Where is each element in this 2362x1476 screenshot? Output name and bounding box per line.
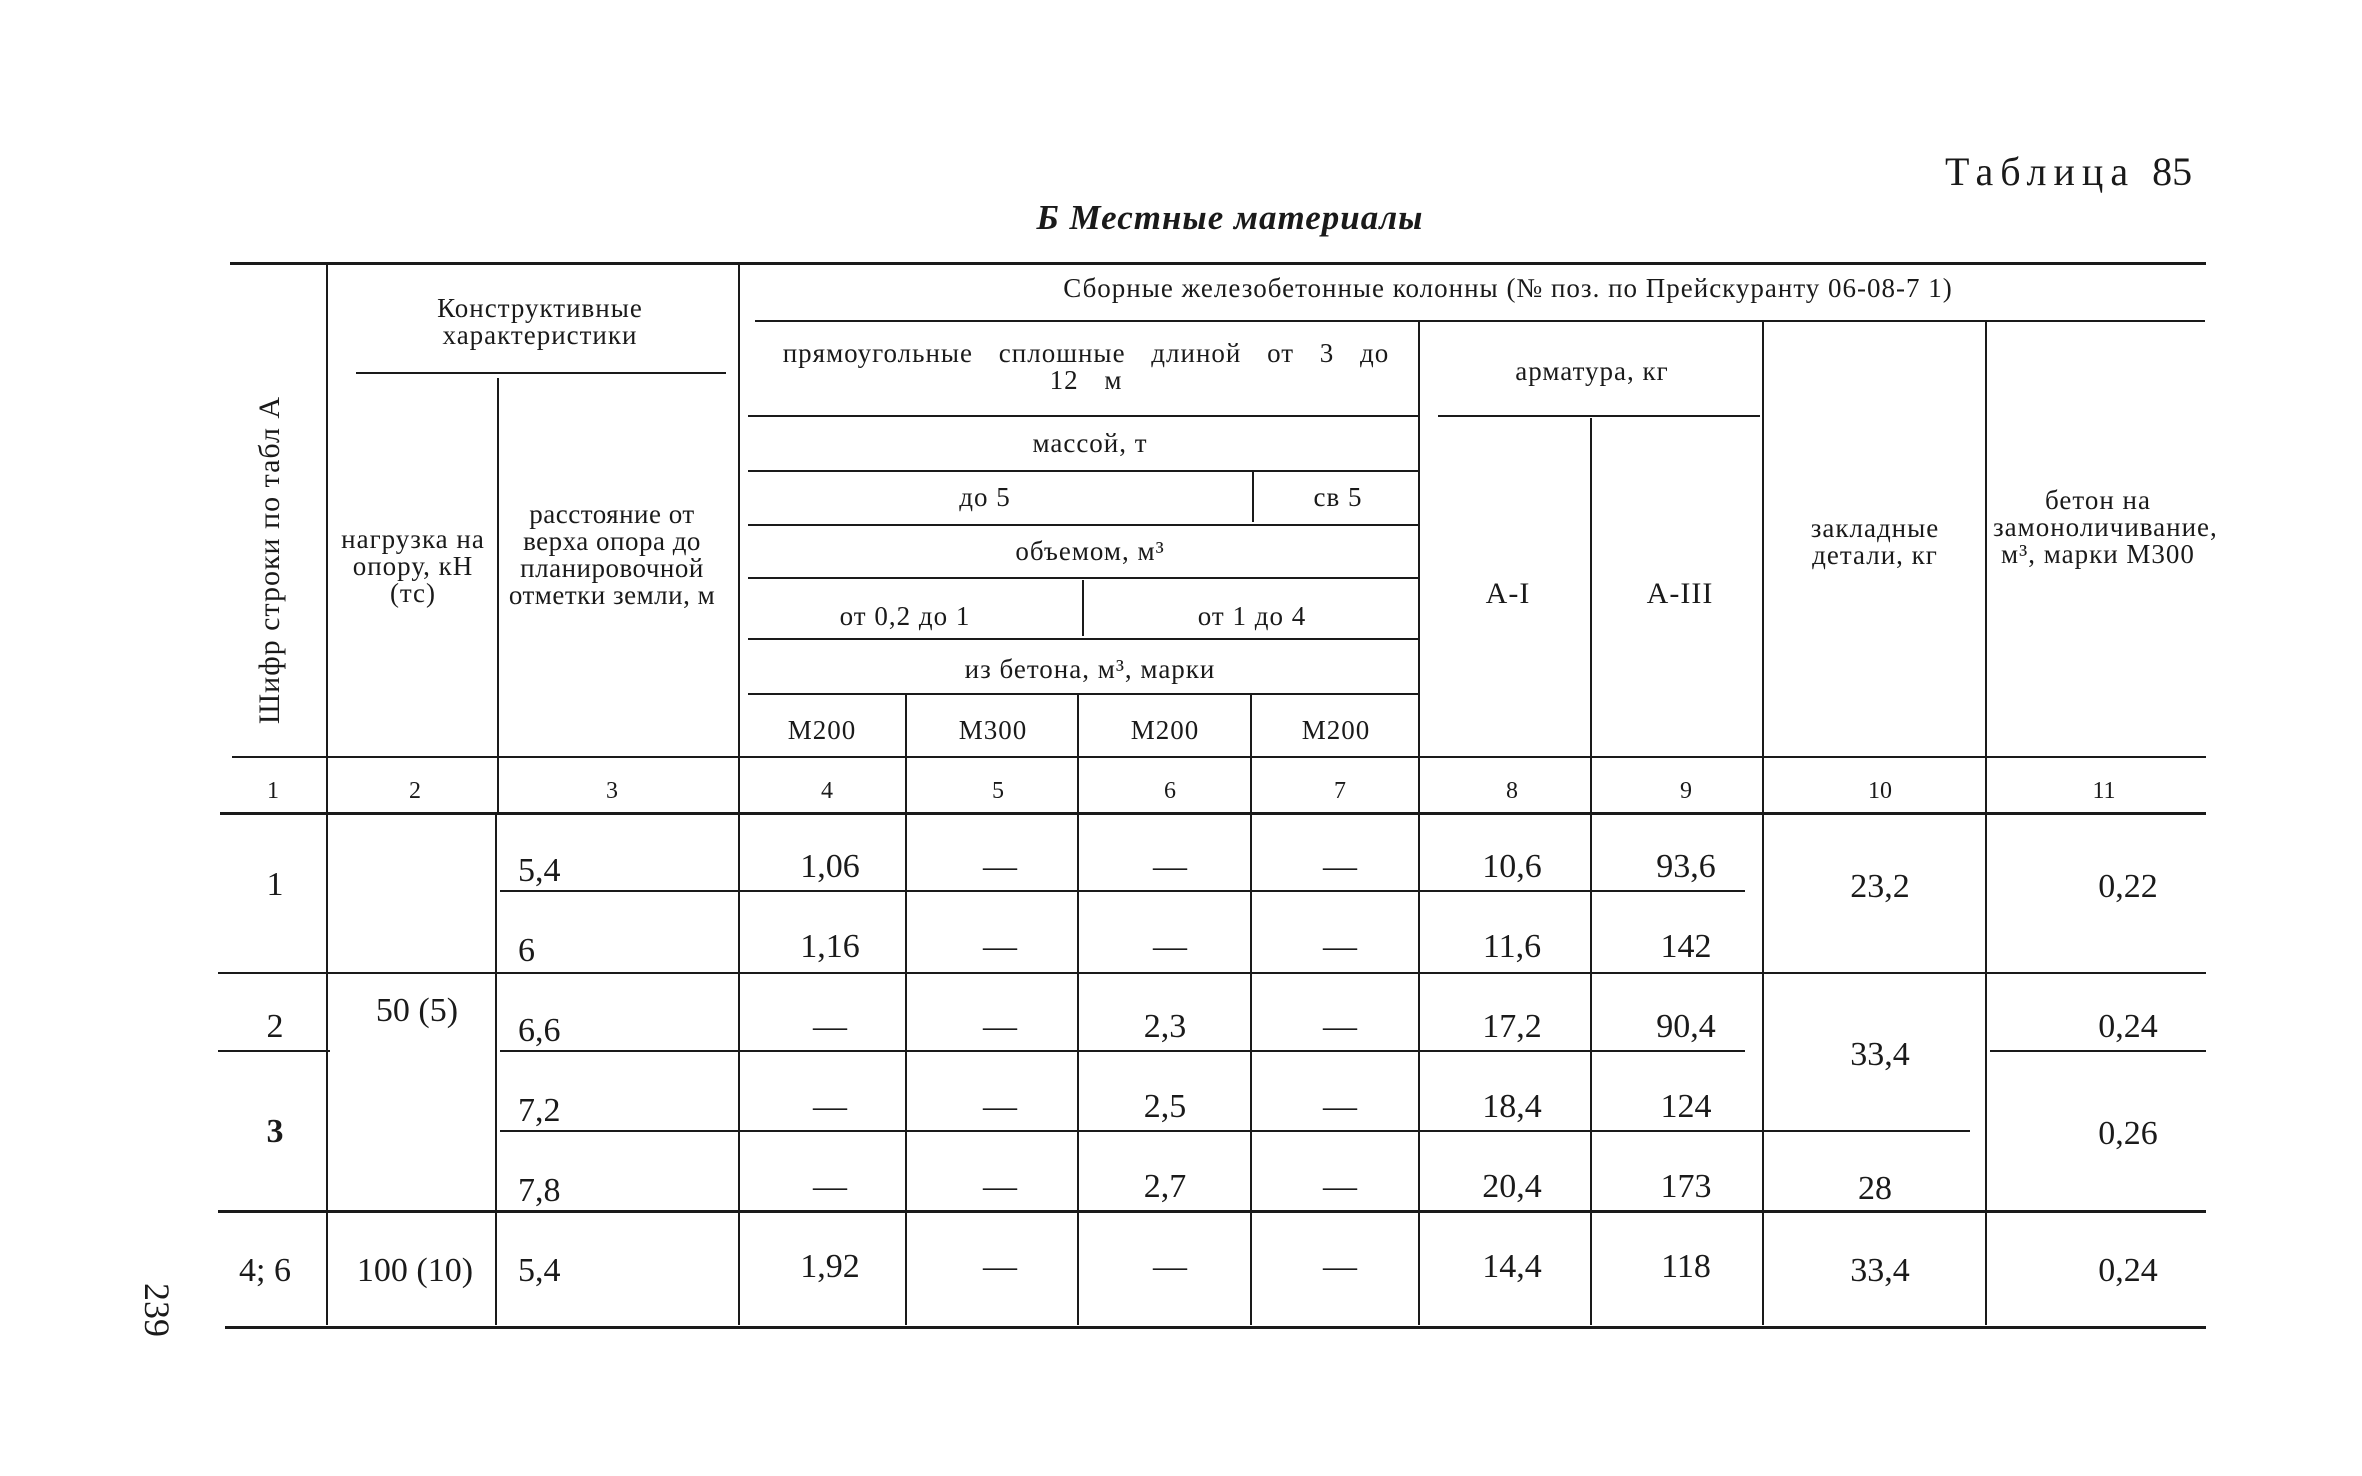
rule [1438, 415, 1760, 417]
col-number: 11 [2092, 778, 2116, 804]
row-rule [218, 1210, 2206, 1213]
embedded-value: 33,4 [1850, 1252, 1910, 1289]
col-divider [1252, 470, 1254, 522]
header-volume: объемом, м³ [1015, 536, 1165, 566]
header-vol-1-4: от 1 до 4 [1197, 601, 1307, 631]
cell: 17,2 [1482, 1008, 1542, 1045]
rule [748, 693, 1418, 695]
col-divider [1082, 580, 1084, 636]
header-a1: А-I [1485, 577, 1531, 610]
row-code: 2 [266, 1008, 284, 1045]
cell: 20,4 [1482, 1168, 1542, 1205]
monolith-value: 0,24 [2098, 1252, 2158, 1289]
col-number: 2 [409, 778, 421, 804]
cell: 124 [1660, 1088, 1712, 1125]
table-label: Таблица 85 [1945, 149, 2193, 194]
embedded-value: 28 [1858, 1170, 1892, 1207]
distance: 5,4 [518, 852, 561, 889]
embedded-value: 23,2 [1850, 868, 1910, 905]
col-number: 8 [1506, 778, 1518, 804]
header-mass: массой, т [1032, 428, 1148, 458]
rule [748, 470, 1418, 472]
rule [748, 415, 1418, 417]
monolith-value: 0,24 [2098, 1008, 2158, 1045]
cell: — [983, 848, 1017, 885]
load-value: 50 (5) [375, 992, 459, 1029]
header-a3: А-III [1646, 577, 1714, 610]
col-number-rule [220, 812, 2206, 815]
cell: — [813, 1008, 847, 1045]
header-distance: расстояние от верха опора до планировочной отметки земли, м [508, 499, 716, 610]
col-divider [1985, 322, 1987, 814]
row-rule [500, 1050, 1745, 1052]
table-bottom-rule [225, 1326, 2206, 1329]
header-design-group: Конструктивные характеристики [437, 293, 643, 350]
cell: 2,5 [1143, 1088, 1187, 1125]
cell: 93,6 [1656, 848, 1716, 885]
cell: — [813, 1088, 847, 1125]
embedded-value: 33,4 [1850, 1036, 1910, 1073]
cell: — [983, 1248, 1017, 1285]
col-divider [738, 264, 740, 814]
row-rule [500, 890, 1745, 892]
col-divider [326, 815, 328, 1325]
distance: 7,8 [518, 1172, 561, 1209]
page-number: 239 [137, 1283, 177, 1337]
cell: — [1323, 1088, 1357, 1125]
header-rebar: арматура, кг [1515, 356, 1669, 386]
col-number: 6 [1164, 778, 1176, 804]
cell: — [1153, 928, 1187, 965]
header-m200-col6: М200 [1130, 715, 1200, 745]
cell: 18,4 [1482, 1088, 1542, 1125]
header-embedded: закладные детали, кг [1810, 513, 1940, 570]
cell: — [983, 928, 1017, 965]
cell: — [983, 1168, 1017, 1205]
distance: 6,6 [518, 1012, 561, 1049]
col-number: 7 [1334, 778, 1346, 804]
col-divider [1985, 815, 1987, 1325]
rule [748, 524, 1418, 526]
table-subtitle: Б Местные материалы [1036, 198, 1424, 237]
col-divider [905, 695, 907, 814]
cell: 1,16 [800, 928, 860, 965]
col-divider [497, 378, 499, 814]
col-divider [495, 815, 497, 1325]
col-number: 3 [606, 778, 618, 804]
cell: 10,6 [1482, 848, 1542, 885]
col-number: 9 [1680, 778, 1692, 804]
cell: 1,06 [800, 848, 860, 885]
monolith-value: 0,26 [2098, 1115, 2158, 1152]
cell: 1,92 [800, 1248, 860, 1285]
col-number: 10 [1868, 778, 1892, 804]
cell: — [983, 1088, 1017, 1125]
load-value: 100 (10) [356, 1252, 474, 1289]
header-vol-0.2-1: от 0,2 до 1 [839, 601, 971, 631]
rule [755, 320, 2205, 322]
col-number: 1 [267, 778, 279, 804]
header-m200-col4: М200 [787, 715, 857, 745]
col-number: 5 [992, 778, 1004, 804]
header-concrete: из бетона, м³, марки [964, 654, 1216, 684]
cell: 2,3 [1143, 1008, 1187, 1045]
rule [748, 638, 1418, 640]
rule [748, 577, 1418, 579]
row-rule [1990, 1050, 2206, 1052]
header-m200-col7: М200 [1301, 715, 1371, 745]
cell: 2,7 [1143, 1168, 1187, 1205]
row-code: 4; 6 [239, 1252, 291, 1289]
col-divider [1250, 695, 1252, 814]
cell: — [1153, 848, 1187, 885]
col-divider [1418, 322, 1420, 814]
col-number: 4 [821, 778, 833, 804]
row-rule [218, 1050, 330, 1052]
cell: 118 [1661, 1248, 1711, 1285]
distance: 6 [518, 932, 535, 969]
cell: 90,4 [1656, 1008, 1716, 1045]
header-row-code: Шифр строки по табл А [253, 395, 286, 725]
header-monolith: бетон на замоноличивание, м³, марки М300 [1993, 485, 2218, 569]
row-rule [218, 972, 2206, 974]
cell: 173 [1660, 1168, 1712, 1205]
cell: 11,6 [1482, 928, 1542, 965]
col-divider [1762, 322, 1764, 814]
col-divider [1590, 418, 1592, 814]
distance: 7,2 [518, 1092, 561, 1129]
cell: 142 [1660, 928, 1712, 965]
monolith-value: 0,22 [2098, 868, 2158, 905]
cell: — [1323, 1168, 1357, 1205]
cell: — [1323, 848, 1357, 885]
distance: 5,4 [518, 1252, 561, 1289]
col-divider [1590, 815, 1592, 1325]
row-code: 1 [266, 866, 284, 903]
header-m300-col5: М300 [958, 715, 1028, 745]
cell: — [1323, 1248, 1357, 1285]
col-divider [1077, 815, 1079, 1325]
table-top-rule [230, 262, 2206, 265]
cell: 14,4 [1482, 1248, 1542, 1285]
col-divider [326, 264, 328, 814]
header-rect-solid: прямоугольные сплошные длиной от 3 до 12 м [782, 338, 1390, 395]
row-rule [500, 1130, 1970, 1132]
row-code: 3 [266, 1113, 284, 1150]
header-up-to-5: до 5 [959, 482, 1011, 512]
rule [356, 372, 726, 374]
col-divider [1418, 815, 1420, 1325]
cell: — [1323, 928, 1357, 965]
cell: — [983, 1008, 1017, 1045]
col-divider [1762, 815, 1764, 1325]
col-divider [738, 815, 740, 1325]
cell: — [1153, 1248, 1187, 1285]
header-load: нагрузка на опору, кН (тс) [341, 524, 485, 608]
col-divider [1250, 815, 1252, 1325]
col-divider [1077, 695, 1079, 814]
col-divider [905, 815, 907, 1325]
header-over-5: св 5 [1313, 482, 1363, 512]
cell: — [813, 1168, 847, 1205]
header-columns-group: Сборные железобетонные колонны (№ поз. по Прейскуранту 06-08-7 1) [1063, 273, 1953, 303]
cell: — [1323, 1008, 1357, 1045]
header-bottom-rule [232, 756, 2206, 758]
